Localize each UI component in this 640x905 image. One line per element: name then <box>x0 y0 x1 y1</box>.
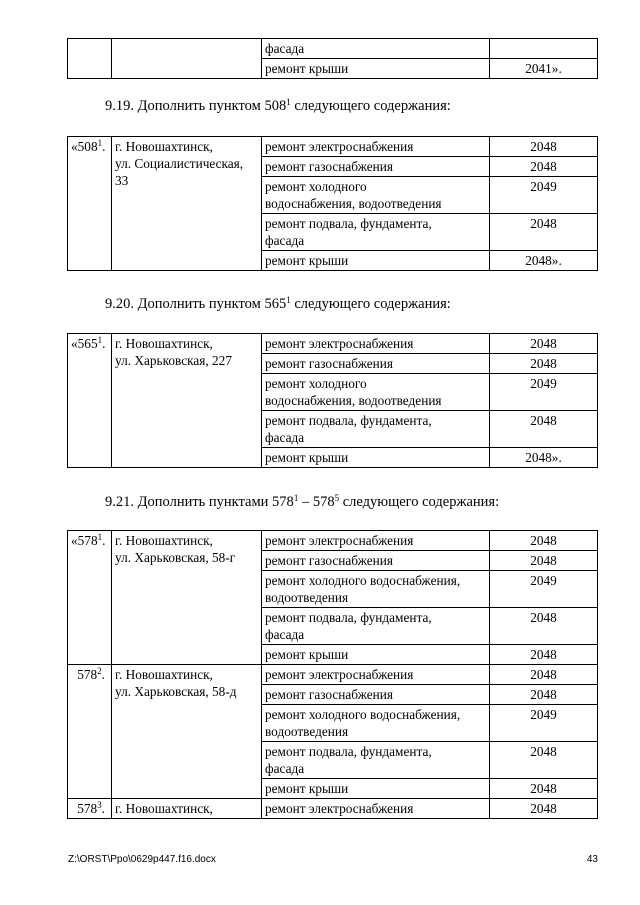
work-cell: ремонт холодного водоснабжения, водоотведения <box>262 374 490 411</box>
work-cell: ремонт газоснабжения <box>262 551 490 571</box>
address-cell: г. Новошахтинск, ул. Харьковская, 58-д <box>112 665 262 799</box>
work-cell: ремонт газоснабжения <box>262 685 490 705</box>
work-cell: ремонт крыши <box>262 448 490 468</box>
work-cell: ремонт крыши <box>262 59 490 79</box>
paragraph-9-19: 9.19. Дополнить пунктом $508^1$ следующего содержания: <box>105 97 451 114</box>
address-cell: г. Новошахтинск, ул. Харьковская, 58-г <box>112 531 262 665</box>
footer-page-number: 43 <box>586 854 598 865</box>
year-cell: 2048 <box>490 411 598 448</box>
address-cell: г. Новошахтинск, ул. Социалистическая, 33 <box>112 137 262 271</box>
work-cell: ремонт электроснабжения <box>262 665 490 685</box>
work-cell: ремонт подвала, фундамента, фасада <box>262 742 490 779</box>
work-cell: ремонт крыши <box>262 251 490 271</box>
year-cell: 2048 <box>490 354 598 374</box>
work-cell: фасада <box>262 39 490 59</box>
work-cell: ремонт электроснабжения <box>262 799 490 819</box>
num-cell: «$565^1$. <box>68 334 112 468</box>
table-row <box>68 334 598 354</box>
year-cell: 2048 <box>490 334 598 354</box>
year-cell: 2048 <box>490 665 598 685</box>
year-cell: 2049 <box>490 177 598 214</box>
year-cell: 2041». <box>490 59 598 79</box>
year-cell: 2048 <box>490 551 598 571</box>
table-items-578 <box>67 530 598 819</box>
year-cell: 2049 <box>490 571 598 608</box>
table-row <box>68 531 598 551</box>
paragraph-9-21: 9.21. Дополнить пунктами $578^1 - 578^5$ следующего содержания: <box>105 493 500 510</box>
year-cell: 2048 <box>490 645 598 665</box>
work-cell: ремонт электроснабжения <box>262 531 490 551</box>
year-cell: 2048 <box>490 157 598 177</box>
num-cell: $578^3$. <box>68 799 112 819</box>
work-cell: ремонт подвала, фундамента, фасада <box>262 608 490 645</box>
table-row <box>68 665 598 685</box>
year-cell: 2048 <box>490 742 598 779</box>
year-cell: 2048 <box>490 608 598 645</box>
table-row <box>68 137 598 157</box>
year-cell: 2048 <box>490 685 598 705</box>
address-cell: г. Новошахтинск, ул. Харьковская, 227 <box>112 334 262 468</box>
paragraph-9-20: 9.20. Дополнить пунктом $565^1$ следующего содержания: <box>105 295 451 312</box>
year-cell: 2048». <box>490 251 598 271</box>
year-cell <box>490 39 598 59</box>
work-cell: ремонт электроснабжения <box>262 334 490 354</box>
top-continuation-table <box>67 38 598 79</box>
year-cell: 2048 <box>490 214 598 251</box>
year-cell: 2048 <box>490 779 598 799</box>
year-cell: 2048 <box>490 137 598 157</box>
year-cell: 2049 <box>490 705 598 742</box>
work-cell: ремонт холодного водоснабжения, водоотведения <box>262 705 490 742</box>
year-cell: 2048 <box>490 531 598 551</box>
table-row <box>68 39 598 59</box>
work-cell: ремонт крыши <box>262 779 490 799</box>
work-cell: ремонт холодного водоснабжения, водоотведения <box>262 177 490 214</box>
footer-file-path: Z:\ORST\Ppo\0629p447.f16.docx <box>68 854 216 865</box>
work-cell: ремонт газоснабжения <box>262 157 490 177</box>
work-cell: ремонт подвала, фундамента, фасада <box>262 214 490 251</box>
table-item-565 <box>67 333 598 468</box>
num-cell: $578^2$. <box>68 665 112 799</box>
table-row <box>68 799 598 819</box>
address-cell: г. Новошахтинск, <box>112 799 262 819</box>
year-cell: 2048 <box>490 799 598 819</box>
year-cell: 2049 <box>490 374 598 411</box>
work-cell: ремонт холодного водоснабжения, водоотведения <box>262 571 490 608</box>
work-cell: ремонт крыши <box>262 645 490 665</box>
num-cell <box>68 39 112 79</box>
table-item-508 <box>67 136 598 271</box>
work-cell: ремонт подвала, фундамента, фасада <box>262 411 490 448</box>
year-cell: 2048». <box>490 448 598 468</box>
num-cell: «$508^1$. <box>68 137 112 271</box>
num-cell: «$578^1$. <box>68 531 112 665</box>
work-cell: ремонт электроснабжения <box>262 137 490 157</box>
work-cell: ремонт газоснабжения <box>262 354 490 374</box>
address-cell <box>112 39 262 79</box>
